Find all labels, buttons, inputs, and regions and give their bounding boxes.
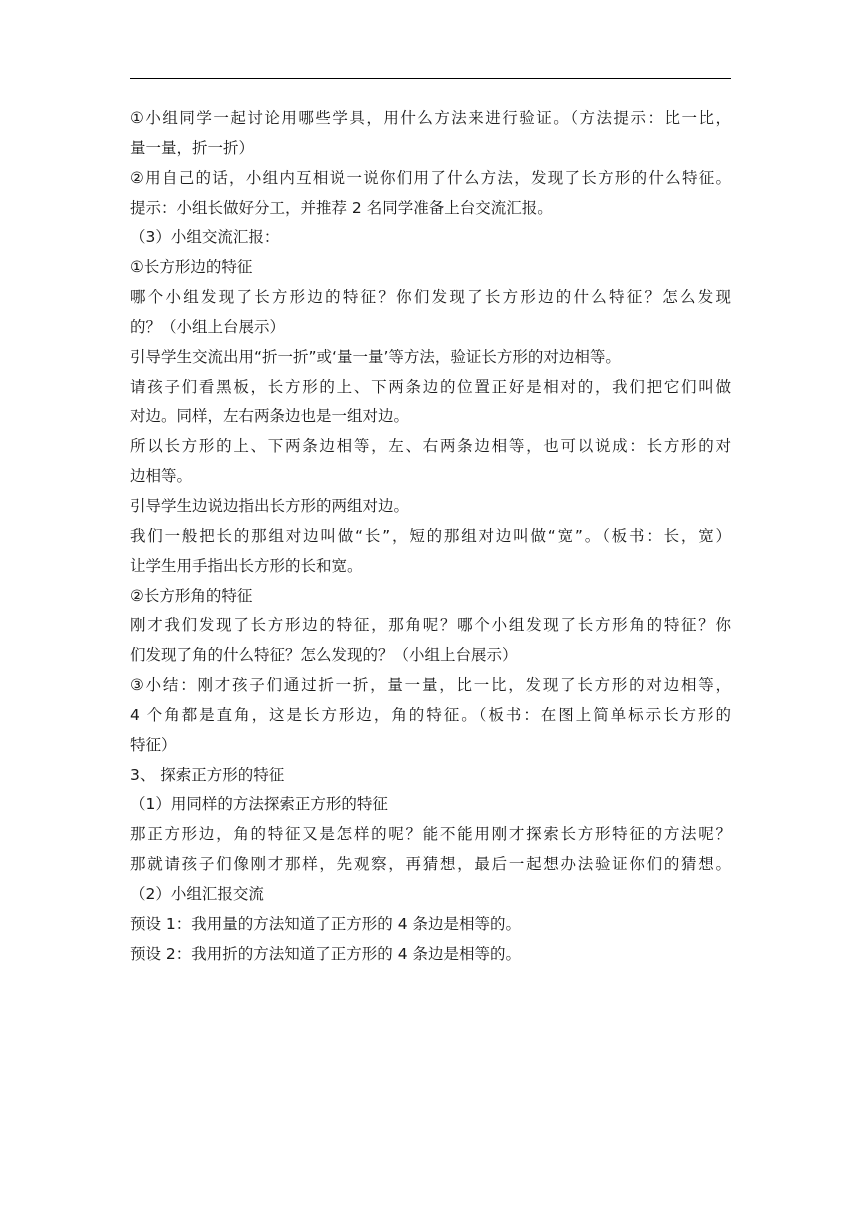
text-line: ③小结：刚才孩子们通过折一折，量一量，比一比，发现了长方形的对边相等， [130, 676, 731, 695]
text-line: ②用自己的话，小组内互相说一说你们用了什么方法，发现了长方形的什么特征。 [130, 168, 731, 187]
text-line: 们发现了角的什么特征？怎么发现的？（小组上台展示） [130, 646, 518, 665]
text-line: 引导学生边说边指出长方形的两组对边。 [130, 496, 410, 515]
text-line: 预设 1：我用量的方法知道了正方形的 4 条边是相等的。 [130, 914, 522, 933]
text-line: 哪个小组发现了长方形边的特征？你们发现了长方形边的什么特征？怎么发现 [130, 288, 731, 307]
text-line: 那就请孩子们像刚才那样，先观察，再猜想，最后一起想办法验证你们的猜想。 [130, 855, 731, 874]
text-line: 对边。同样，左右两条边也是一组对边。 [130, 407, 410, 426]
text-line: （2）小组汇报交流 [130, 884, 264, 903]
text-line: 4 个角都是直角，这是长方形边，角的特征。（板书：在图上简单标示长方形的 [130, 705, 731, 724]
text-line: 提示：小组长做好分工，并推荐 2 名同学准备上台交流汇报。 [130, 198, 553, 217]
text-line: 让学生用手指出长方形的长和宽。 [130, 556, 363, 575]
text-line: 请孩子们看黑板，长方形的上、下两条边的位置正好是相对的，我们把它们叫做 [130, 377, 731, 396]
text-line: ②长方形角的特征 [130, 586, 253, 605]
document-body [130, 104, 731, 969]
text-line: 的？（小组上台展示） [130, 317, 286, 336]
text-line: 那正方形边，角的特征又是怎样的呢？能不能用刚才探索长方形特征的方法呢？ [130, 825, 731, 844]
text-line: ①长方形边的特征 [130, 258, 253, 277]
text-line: （1）用同样的方法探索正方形的特征 [130, 795, 388, 814]
text-line: 引导学生交流出用“折一折”或‘量一量’等方法，验证长方形的对边相等。 [130, 347, 621, 366]
text-line: 特征） [130, 735, 177, 754]
text-line: （3）小组交流汇报： [130, 228, 280, 247]
text-line: 刚才我们发现了长方形边的特征，那角呢？哪个小组发现了长方形角的特征？你 [130, 616, 731, 635]
text-line: 边相等。 [130, 467, 193, 486]
text-line: 量一量，折一折） [130, 138, 255, 157]
text-line: 所以长方形的上、下两条边相等，左、右两条边相等，也可以说成：长方形的对 [130, 437, 731, 456]
text-line: 预设 2：我用折的方法知道了正方形的 4 条边是相等的。 [130, 944, 522, 963]
header-rule [130, 78, 731, 79]
text-line: ①小组同学一起讨论用哪些学具，用什么方法来进行验证。（方法提示：比一比， [130, 109, 731, 127]
text-line: 我们一般把长的那组对边叫做“长”，短的那组对边叫做“宽”。（板书：长，宽） [130, 526, 731, 545]
text-line: 3、 探索正方形的特征 [130, 765, 285, 784]
